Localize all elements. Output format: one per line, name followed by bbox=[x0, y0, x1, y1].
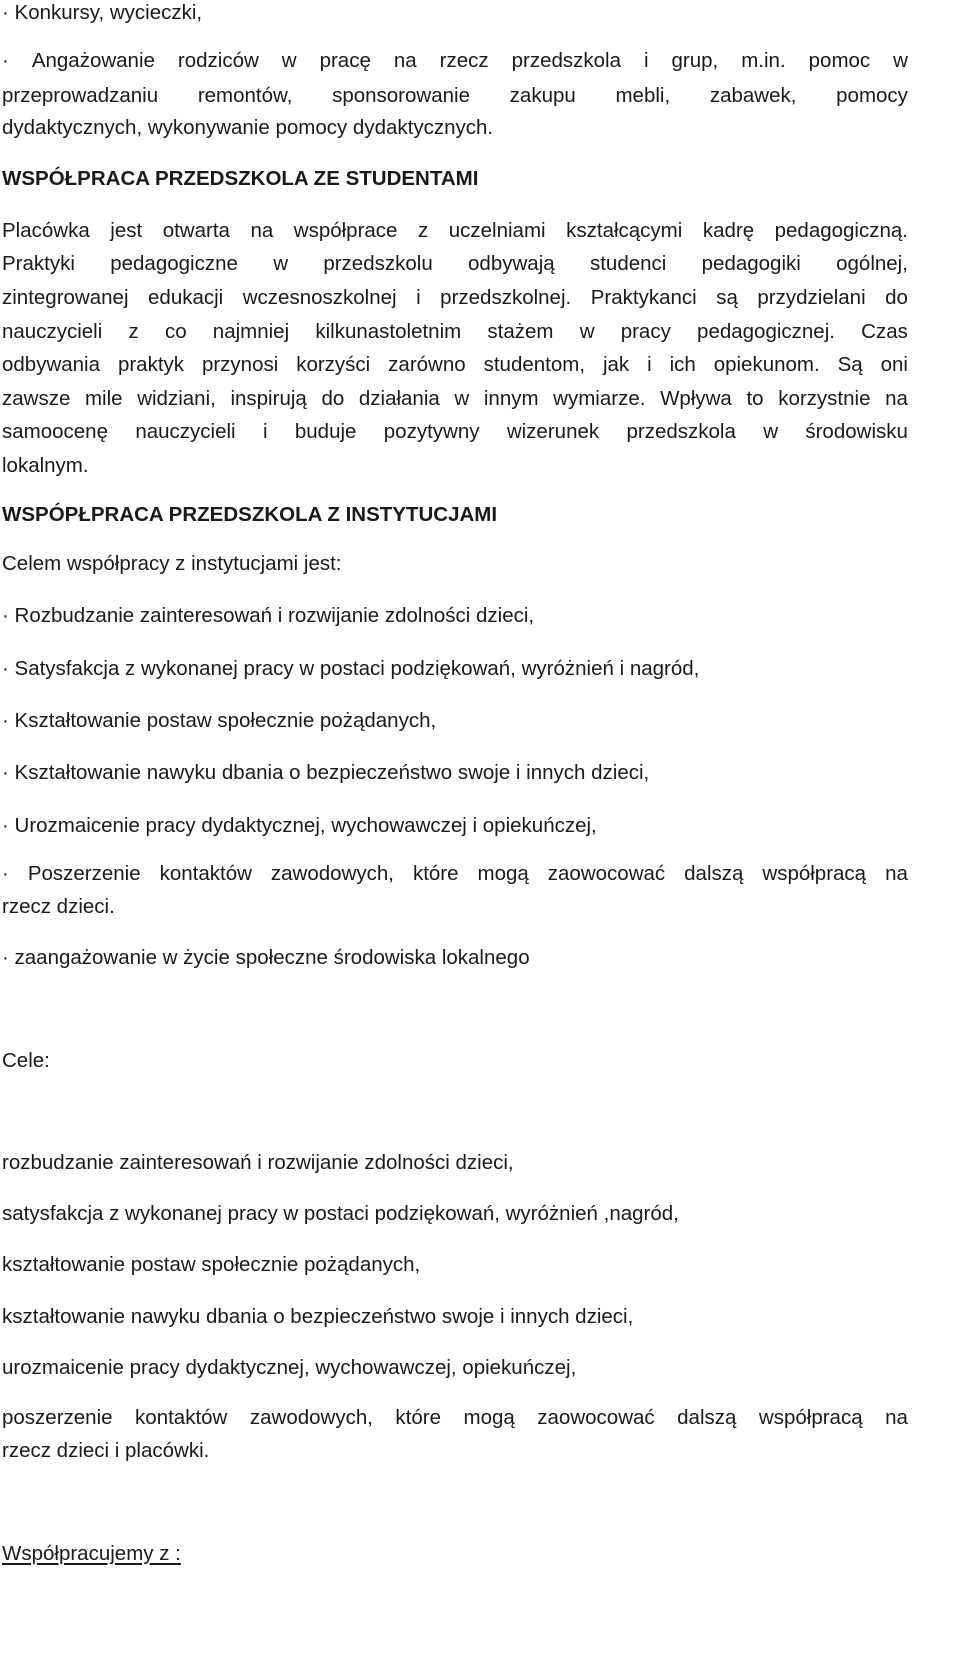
word: pomocy bbox=[836, 84, 908, 107]
goal-item bbox=[2, 1405, 908, 1431]
word: to bbox=[746, 387, 764, 410]
word: w bbox=[454, 387, 470, 410]
word: kilkunastoletnim bbox=[315, 320, 462, 343]
word: rodziców bbox=[177, 49, 259, 72]
word: zintegrowanej bbox=[2, 286, 129, 309]
word: zaowocować bbox=[547, 862, 666, 885]
list-item: · Satysfakcja z wykonanej pracy w postaci podziękowań, wyróżnień i nagród, bbox=[2, 657, 700, 680]
word: praktyk bbox=[117, 353, 185, 376]
word: przedszkolnej. bbox=[440, 286, 572, 309]
word: oni bbox=[880, 353, 908, 376]
word: w bbox=[273, 252, 289, 275]
institutions-intro: Celem współpracy z instytucjami jest: bbox=[2, 552, 342, 575]
list-item: · Kształtowanie postaw społecznie pożądanych, bbox=[2, 709, 437, 732]
word: mile bbox=[84, 387, 123, 410]
word: Czas bbox=[861, 320, 908, 343]
word: z bbox=[128, 320, 139, 343]
word: które bbox=[412, 862, 459, 885]
goal-item: rozbudzanie zainteresowań i rozwijanie zdolności dzieci, bbox=[2, 1151, 514, 1174]
students-paragraph-line: lokalnym. bbox=[2, 454, 89, 477]
word: z bbox=[417, 219, 429, 242]
word: i bbox=[416, 286, 421, 309]
list-item: · Rozbudzanie zainteresowań i rozwijanie zdolności dzieci, bbox=[2, 604, 535, 627]
word: zawodowych, bbox=[249, 1406, 373, 1429]
section-heading-students: WSPÓŁPRACA PRZEDSZKOLA ZE STUDENTAMI bbox=[2, 167, 479, 190]
word: kontaktów bbox=[135, 1406, 228, 1429]
word: przedszkola bbox=[626, 420, 736, 443]
students-paragraph-line bbox=[2, 352, 908, 378]
goal-item: satysfakcja z wykonanej pracy w postaci podziękowań, wyróżnień ,nagród, bbox=[2, 1202, 679, 1225]
word: Placówka bbox=[2, 219, 90, 242]
intro-item-parents-line-1 bbox=[2, 48, 908, 74]
section-heading-institutions: WSPÓPŁPRACA PRZEDSZKOLA Z INSTYTUCJAMI bbox=[2, 503, 498, 526]
word: zabawek, bbox=[709, 84, 797, 107]
word: przeprowadzaniu bbox=[2, 84, 159, 107]
word: mogą bbox=[477, 862, 529, 885]
word: są bbox=[716, 286, 738, 309]
intro-item-parents-line-2 bbox=[2, 83, 908, 109]
word: środowisku bbox=[805, 420, 908, 443]
word: przynosi bbox=[201, 353, 279, 376]
word: zawsze bbox=[2, 387, 71, 410]
students-paragraph-line bbox=[2, 419, 908, 445]
word: odbywają bbox=[468, 252, 555, 275]
word: samoocenę bbox=[2, 420, 108, 443]
word: Wpływa bbox=[660, 387, 732, 410]
word: · bbox=[2, 862, 9, 885]
word: co bbox=[164, 320, 187, 343]
word: widziani, bbox=[137, 387, 216, 410]
word: edukacji bbox=[148, 286, 224, 309]
students-paragraph-line bbox=[2, 319, 908, 345]
word: pozytywny bbox=[383, 420, 480, 443]
word: m.in. bbox=[741, 49, 786, 72]
word: które bbox=[395, 1406, 441, 1429]
word: pedagogiczną. bbox=[774, 219, 908, 242]
word: do bbox=[321, 387, 345, 410]
word: przedszkolu bbox=[323, 252, 433, 275]
word: Poszerzenie bbox=[27, 862, 141, 885]
word: pracę bbox=[319, 49, 371, 72]
word: innym bbox=[483, 387, 539, 410]
word: dalszą bbox=[684, 862, 744, 885]
list-item bbox=[2, 861, 908, 887]
word: pracy bbox=[620, 320, 671, 343]
word: zaowocować bbox=[537, 1406, 655, 1429]
word: współpracą bbox=[758, 1406, 863, 1429]
word: inspirują bbox=[230, 387, 307, 410]
word: pedagogiki bbox=[701, 252, 801, 275]
word: buduje bbox=[294, 420, 357, 443]
word: sponsorowanie bbox=[332, 84, 470, 107]
word: pedagogicznej. bbox=[697, 320, 835, 343]
word: stażem bbox=[487, 320, 554, 343]
word: w bbox=[579, 320, 595, 343]
word: współpracą bbox=[762, 862, 867, 885]
word: i bbox=[647, 353, 652, 376]
word: wizerunek bbox=[506, 420, 600, 443]
word: pedagogiczne bbox=[110, 252, 238, 275]
word: w bbox=[893, 49, 908, 72]
word: otwarta bbox=[162, 219, 230, 242]
word: korzystnie bbox=[778, 387, 871, 410]
word: wczesnoszkolnej bbox=[242, 286, 397, 309]
students-paragraph-line bbox=[2, 218, 908, 244]
students-paragraph-line bbox=[2, 386, 908, 412]
intro-item-parents-line-3: dydaktycznych, wykonywanie pomocy dydaktycznych. bbox=[2, 116, 494, 139]
word: Są bbox=[837, 353, 863, 376]
word: zarówno bbox=[388, 353, 466, 376]
word: studenci bbox=[589, 252, 667, 275]
word: do bbox=[885, 286, 908, 309]
word: na bbox=[885, 862, 908, 885]
word: ich bbox=[669, 353, 696, 376]
word: korzyści bbox=[296, 353, 371, 376]
word: Angażowanie bbox=[31, 49, 155, 72]
cooperation-partners-label: Współpracujemy z : bbox=[2, 1542, 181, 1565]
list-item: · Kształtowanie nawyku dbania o bezpieczeństwo swoje i innych dzieci, bbox=[2, 761, 650, 784]
word: i bbox=[643, 49, 649, 72]
word: działania bbox=[358, 387, 440, 410]
word: zawodowych, bbox=[270, 862, 394, 885]
list-item: · zaangażowanie w życie społeczne środowiska lokalnego bbox=[2, 946, 530, 969]
list-item-continuation: rzecz dzieci. bbox=[2, 895, 115, 918]
word: Praktykanci bbox=[590, 286, 697, 309]
students-paragraph-line bbox=[2, 285, 908, 311]
word: najmniej bbox=[212, 320, 290, 343]
word: przydzielani bbox=[757, 286, 866, 309]
word: odbywania bbox=[2, 353, 101, 376]
word: jak bbox=[602, 353, 630, 376]
word: mogą bbox=[463, 1406, 515, 1429]
word: mebli, bbox=[615, 84, 671, 107]
word: rzecz bbox=[439, 49, 489, 72]
word: remontów, bbox=[197, 84, 293, 107]
word: nauczycieli bbox=[2, 320, 103, 343]
word: na bbox=[250, 219, 274, 242]
word: jest bbox=[110, 219, 143, 242]
goal-item: urozmaicenie pracy dydaktycznej, wychowawczej, opiekuńczej, bbox=[2, 1356, 577, 1379]
word: w bbox=[281, 49, 297, 72]
word: pomoc bbox=[808, 49, 871, 72]
word: · bbox=[2, 49, 9, 72]
word: ogólnej, bbox=[836, 252, 908, 275]
word: opiekunom. bbox=[713, 353, 820, 376]
word: grup, bbox=[671, 49, 719, 72]
word: wymiarze. bbox=[553, 387, 646, 410]
word: na bbox=[885, 387, 908, 410]
word: kształcącymi bbox=[566, 219, 683, 242]
word: kadrę bbox=[702, 219, 755, 242]
word: przedszkola bbox=[511, 49, 621, 72]
goal-item: kształtowanie postaw społecznie pożądanych, bbox=[2, 1253, 421, 1276]
word: dalszą bbox=[677, 1406, 737, 1429]
word: uczelniami bbox=[448, 219, 546, 242]
word: studentom, bbox=[483, 353, 586, 376]
word: w bbox=[763, 420, 779, 443]
list-item: · Urozmaicenie pracy dydaktycznej, wychowawczej i opiekuńczej, bbox=[2, 814, 597, 837]
word: poszerzenie bbox=[2, 1406, 113, 1429]
word: na bbox=[393, 49, 417, 72]
goal-item: kształtowanie nawyku dbania o bezpieczeństwo swoje i innych dzieci, bbox=[2, 1305, 634, 1328]
goals-label: Cele: bbox=[2, 1049, 50, 1072]
word: nauczycieli bbox=[135, 420, 236, 443]
word: współprace bbox=[293, 219, 398, 242]
goal-item-continuation: rzecz dzieci i placówki. bbox=[2, 1439, 210, 1462]
word: zakupu bbox=[509, 84, 576, 107]
students-paragraph-line bbox=[2, 251, 908, 277]
word: na bbox=[885, 1406, 908, 1429]
word: Praktyki bbox=[2, 252, 75, 275]
intro-item-contests: · Konkursy, wycieczki, bbox=[2, 1, 203, 24]
word: i bbox=[262, 420, 268, 443]
word: kontaktów bbox=[159, 862, 252, 885]
